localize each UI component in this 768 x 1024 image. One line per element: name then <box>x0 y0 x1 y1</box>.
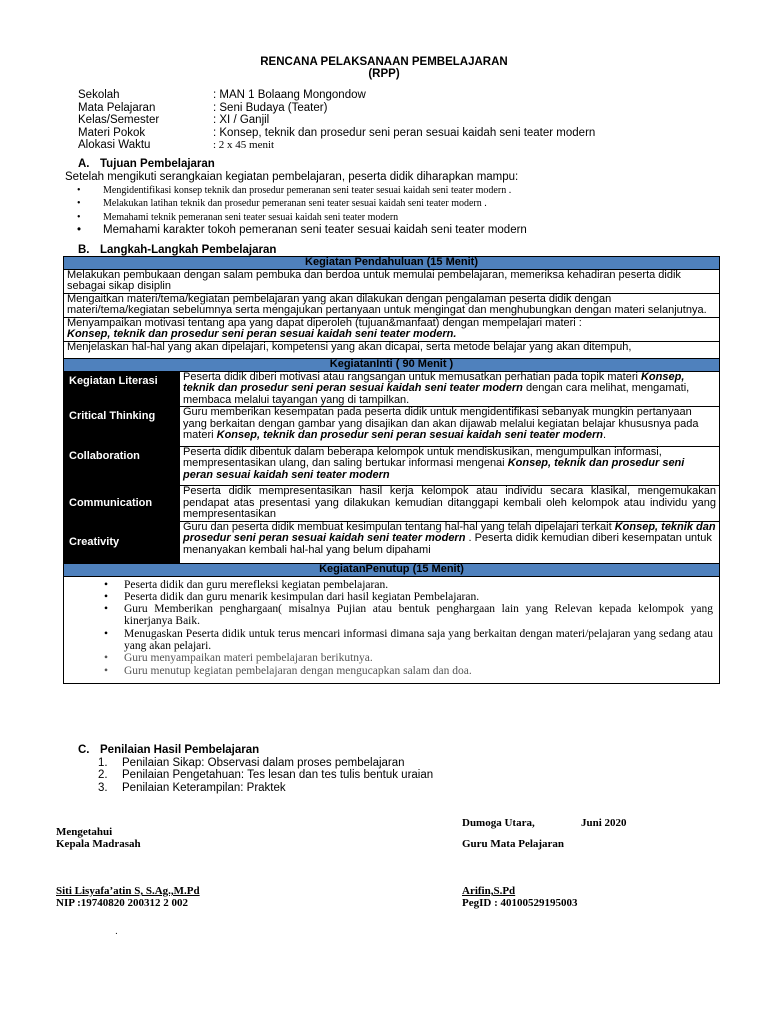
info-label: Sekolah <box>78 89 120 101</box>
section-number: B. <box>78 244 90 256</box>
closing-activity-header: KegiatanPenutup (15 Menit) <box>64 564 720 577</box>
explain-row: Menjelaskan hal-hal yang akan dipelajari, kompetensi yang akan dicapai, serta metode belajar yang akan ditempuh, <box>64 341 720 359</box>
closing-list <box>68 579 715 677</box>
core-activity-cell <box>180 486 720 522</box>
core-activity-cell <box>180 521 720 564</box>
section-title: Langkah-Langkah Pembelajaran <box>100 244 277 256</box>
info-value: : 2 x 45 menit <box>213 139 275 152</box>
category-critical-thinking: Critical Thinking <box>64 407 180 447</box>
category-collaboration: Collaboration <box>64 446 180 486</box>
closing-item: • Menugaskan Peserta didik untuk terus mencari informasi dimana saja yang berkaitan dengan materi/pelajaran yang sedang atau yang akan pelajari. <box>68 628 715 653</box>
info-value: : MAN 1 Bolaang Mongondow <box>213 89 366 101</box>
category-creativity: Creativity <box>64 521 180 564</box>
core-text: Guru memberikan kesempatan pada peserta didik untuk mengidentifikasi sebanyak mungkin pertanyaan yang berkaitan dengan gambar yang disajikan dan akan dijawab melalui kegiatan belajar khususnya pada materi <box>183 406 699 441</box>
core-activity-header: KegiatanInti ( 90 Menit ) <box>64 359 720 372</box>
objective-item: • Memahami karakter tokoh pemeranan seni teater sesuai kaidah seni teater modern <box>77 224 527 237</box>
section-c-heading <box>78 744 259 756</box>
section-a-heading <box>78 158 215 170</box>
core-text: dengan cara melihat, mengamati, membaca melalui tayangan yang di tampilkan. <box>183 382 690 406</box>
section-b-heading <box>78 244 276 256</box>
assessment-number: 1. <box>98 757 108 769</box>
document-title: RENCANA PELAKSANAAN PEMBELAJARAN <box>260 56 508 68</box>
objective-item: • Melakukan latihan teknik dan prosedur pemeranan seni teater sesuai kaidah seni teater modern . <box>77 197 527 210</box>
core-topic: Konsep, teknik dan prosedur seni peran sesuai kaidah seni teater modern <box>183 370 685 394</box>
identity-info <box>78 89 595 152</box>
motivation-text: Menyampaikan motivasi tentang apa yang dapat diperoleh (tujuan&manfaat) dengan mempelajari materi : <box>67 316 582 329</box>
core-text: Peserta didik mempresentasikan hasil kerja kelompok atau individu secara klasikal, mengemukakan pendapat atas presentasi yang dilakukan kemudian ditanggapi kembali oleh kelompok atau individu yang mempresentasikan <box>183 485 716 520</box>
principal-role: Kepala Madrasah <box>56 838 141 850</box>
core-topic: Konsep, teknik dan prosedur seni peran sesuai kaidah seni teater modern <box>183 457 685 481</box>
document-subtitle: (RPP) <box>368 68 400 80</box>
info-label: Mata Pelajaran <box>78 101 156 114</box>
info-label: Alokasi Waktu <box>78 139 151 152</box>
info-row-school <box>78 89 595 102</box>
closing-item: • Peserta didik dan guru menarik kesimpulan dari hasil kegiatan Pembelajaran. <box>68 591 715 603</box>
section-number: A. <box>78 158 90 170</box>
category-communication: Communication <box>64 486 180 522</box>
category-literasi: Kegiatan Literasi <box>64 371 180 407</box>
principal-name: Siti Lisyafa’atin S, S.Ag.,M.Pd <box>56 885 200 897</box>
assessment-number: 3. <box>98 781 108 794</box>
core-text: Guru dan peserta didik membuat kesimpulan tentang hal-hal yang telah dipelajari terkait <box>183 520 615 533</box>
objectives-intro: Setelah mengikuti serangkaian kegiatan pembelajaran, peserta didik diharapkan mampu: <box>65 171 519 183</box>
core-text: Peserta didik diberi motivasi atau rangsangan untuk memusatkan perhatian pada topik materi <box>183 370 641 383</box>
learning-steps-table <box>63 256 720 684</box>
assessment-text: Penilaian Keterampilan: Praktek <box>122 781 286 794</box>
teacher-name: Arifin,S.Pd <box>462 885 516 897</box>
footer-mark: . <box>115 926 118 937</box>
info-row-time <box>78 139 595 152</box>
core-text: . <box>602 429 607 441</box>
info-row-class <box>78 114 595 127</box>
objective-item: • Mengidentifikasi konsep teknik dan prosedur pemeranan seni teater sesuai kaidah seni teater modern . <box>77 184 527 197</box>
closing-item: • Guru Memberikan penghargaan( misalnya Pujian atau bentuk penghargaan lain yang Relevan kepada kelompok yang kinerjanya Baik. <box>68 603 715 628</box>
signature-place: Dumoga Utara, <box>462 817 535 829</box>
core-activity-cell <box>180 407 720 447</box>
section-title: Penilaian Hasil Pembelajaran <box>100 744 260 756</box>
info-label: Kelas/Semester <box>78 114 160 127</box>
core-topic: Konsep, teknik dan prosedur seni peran sesuai kaidah seni teater modern <box>216 429 603 441</box>
assessment-number: 2. <box>98 769 108 782</box>
closing-activity-cell <box>64 576 720 683</box>
assessment-item <box>98 782 433 794</box>
info-value: : Konsep, teknik dan prosedur seni peran sesuai kaidah seni teater modern <box>213 126 596 139</box>
core-text: Peserta didik dibentuk dalam beberapa kelompok untuk mendiskusikan, mengumpulkan informasi, mempresentasikan ulang, dan saling bertukar informasi mengenai <box>183 445 662 469</box>
acknowledged-label: Mengetahui <box>56 826 113 838</box>
objective-item: • Memahami teknik pemeranan seni teater sesuai kaidah seni teater modern <box>77 211 527 224</box>
intro-activity-row: Mengaitkan materi/tema/kegiatan pembelajaran yang akan dilakukan dengan pengalaman peserta didik dengan materi/tema/kegiatan sebelumnya serta mengajukan pertanyaan untuk mengingat dan menghubungkan dengan materi selanjutnya. <box>64 293 720 317</box>
intro-activity-header: Kegiatan Pendahuluan (15 Menit) <box>64 257 720 270</box>
assessment-list <box>98 757 433 794</box>
principal-nip: NIP :19740820 200312 2 002 <box>56 897 188 909</box>
assessment-text: Penilaian Pengetahuan: Tes lesan dan tes tulis bentuk uraian <box>122 769 434 782</box>
closing-item: • Guru menyampaikan materi pembelajaran berikutnya. <box>68 652 715 664</box>
core-activity-cell <box>180 446 720 486</box>
core-topic: Konsep, teknik dan prosedur seni peran sesuai kaidah seni teater modern <box>183 520 716 544</box>
closing-item: • Guru menutup kegiatan pembelajaran dengan mengucapkan salam dan doa. <box>68 665 715 677</box>
closing-item: • Peserta didik dan guru merefleksi kegiatan pembelajaran. <box>68 579 715 591</box>
assessment-item <box>98 769 433 781</box>
teacher-pegid: PegID : 40100529195003 <box>462 897 578 909</box>
info-value: : XI / Ganjil <box>213 114 270 127</box>
core-text: . Peserta didik kemudian diberi kesempatan untuk menanyakan kembali hal-hal yang belum dipahami <box>183 532 712 556</box>
info-label: Materi Pokok <box>78 126 146 139</box>
motivation-topic: Konsep, teknik dan prosedur seni peran sesuai kaidah seni teater modern. <box>67 328 457 340</box>
signature-date: Juni 2020 <box>581 817 627 829</box>
intro-activity-row: Melakukan pembukaan dengan salam pembuka dan berdoa untuk memulai pembelajaran, memeriksa kehadiran peserta didik sebagai sikap disiplin <box>64 269 720 293</box>
core-activity-cell <box>180 371 720 407</box>
info-row-subject <box>78 102 595 115</box>
teacher-role: Guru Mata Pelajaran <box>462 838 565 850</box>
info-row-topic <box>78 127 595 140</box>
motivation-row <box>64 317 720 341</box>
assessment-item <box>98 757 433 769</box>
assessment-text: Penilaian Sikap: Observasi dalam proses pembelajaran <box>122 757 405 769</box>
info-value: : Seni Budaya (Teater) <box>213 101 328 114</box>
objectives-list <box>77 184 527 237</box>
section-title: Tujuan Pembelajaran <box>100 158 215 170</box>
section-number: C. <box>78 744 90 756</box>
